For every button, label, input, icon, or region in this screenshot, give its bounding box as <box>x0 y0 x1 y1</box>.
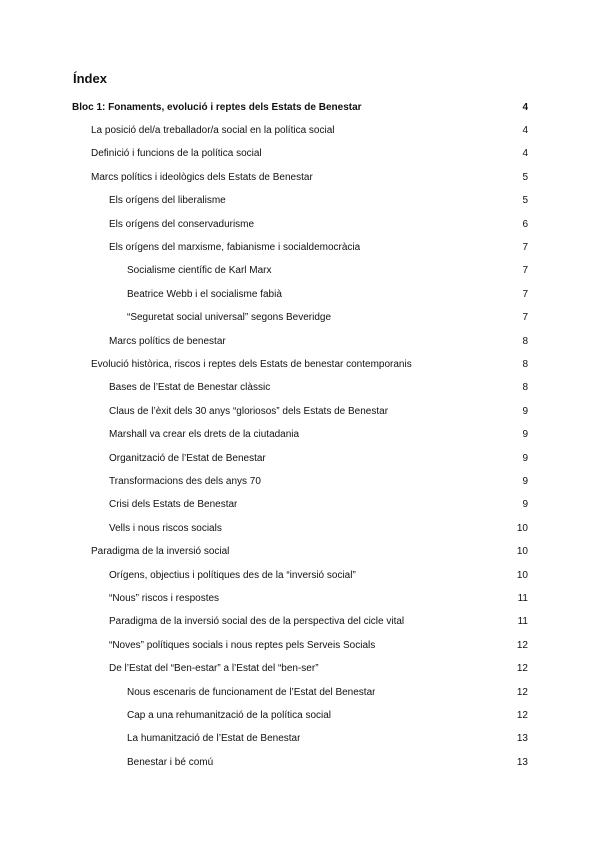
toc-entry-title: Marshall va crear els drets de la ciutadania <box>109 429 300 441</box>
toc-entry-title: De l’Estat del “Ben-estar” a l’Estat del “ben-ser” <box>109 663 319 675</box>
toc-entry-title: Crisi dels Estats de Benestar <box>109 499 238 511</box>
toc-entry[interactable] <box>109 661 528 677</box>
toc-entry-page-number: 13 <box>516 733 528 745</box>
toc-entry[interactable] <box>91 169 528 185</box>
toc-entry-page-number: 10 <box>516 569 528 581</box>
toc-entry-page-number: 4 <box>522 101 528 113</box>
toc-entry-page-number: 7 <box>522 288 528 300</box>
toc-entry-title: Bases de l’Estat de Benestar clàssic <box>109 382 271 394</box>
toc-entry-title: Vells i nous riscos socials <box>109 522 222 534</box>
toc-entry-page-number: 9 <box>522 405 528 417</box>
toc-entry-title: Cap a una rehumanització de la política social <box>127 709 332 721</box>
toc-entry-title: “Nous” riscos i respostes <box>109 592 220 604</box>
toc-entry[interactable] <box>91 122 528 138</box>
toc-entry[interactable] <box>109 520 528 536</box>
toc-entry[interactable] <box>109 333 528 349</box>
toc-entry-page-number: 6 <box>522 218 528 230</box>
toc-entry-title: Paradigma de la inversió social <box>91 546 230 558</box>
toc-entry[interactable] <box>109 614 528 630</box>
toc-entry-title: Nous escenaris de funcionament de l’Estat del Benestar <box>127 686 376 698</box>
toc-entry[interactable] <box>109 497 528 513</box>
toc-entry[interactable] <box>109 216 528 232</box>
toc-entry-title: Benestar i bé comú <box>127 756 214 768</box>
toc-entry-page-number: 8 <box>522 335 528 347</box>
toc-entry-page-number: 5 <box>522 171 528 183</box>
toc-entry-page-number: 8 <box>522 382 528 394</box>
toc-entry-page-number: 4 <box>522 124 528 136</box>
toc-entry[interactable] <box>127 310 528 326</box>
toc-entry-title: Paradigma de la inversió social des de la perspectiva del cicle vital <box>109 616 405 628</box>
toc-entry[interactable] <box>91 544 528 560</box>
toc-entry-page-number: 4 <box>522 148 528 160</box>
toc-entry-page-number: 11 <box>517 616 528 628</box>
toc-entry-page-number: 9 <box>522 429 528 441</box>
toc-entry-page-number: 11 <box>517 592 528 604</box>
toc-entry-page-number: 9 <box>522 452 528 464</box>
toc-entry[interactable] <box>72 99 528 115</box>
toc-entry-page-number: 10 <box>516 522 528 534</box>
toc-entry-page-number: 12 <box>516 663 528 675</box>
toc-entry[interactable] <box>127 754 528 770</box>
toc-entry-title: Transformacions des dels anys 70 <box>109 475 261 487</box>
toc-entry-page-number: 12 <box>516 686 528 698</box>
toc-entry[interactable] <box>127 263 528 279</box>
toc-entry[interactable] <box>91 356 528 372</box>
toc-entry[interactable] <box>109 567 528 583</box>
toc-entry-title: Evolució històrica, riscos i reptes dels Estats de benestar contemporanis <box>91 358 412 370</box>
toc-entry-page-number: 7 <box>522 241 528 253</box>
toc-entry[interactable] <box>109 637 528 653</box>
toc-entry-title: “Noves” polítiques socials i nous reptes pels Serveis Socials <box>109 639 376 651</box>
index-title: Índex <box>73 71 107 86</box>
toc-entry-title: Marcs polítics i ideològics dels Estats de Benestar <box>91 171 313 183</box>
toc-entry[interactable] <box>127 707 528 723</box>
toc-entry-title: Orígens, objectius i polítiques des de la “inversió social” <box>109 569 356 581</box>
toc-entry-title: Els orígens del liberalisme <box>109 195 226 207</box>
toc-entry[interactable] <box>109 380 528 396</box>
toc-entry-title: Organització de l’Estat de Benestar <box>109 452 266 464</box>
toc-entry[interactable] <box>109 473 528 489</box>
toc-entry-title: La posició del/a treballador/a social en la política social <box>91 124 335 136</box>
toc-entry-page-number: 7 <box>522 265 528 277</box>
toc-entry-page-number: 12 <box>516 709 528 721</box>
toc-entry[interactable] <box>109 450 528 466</box>
toc-entry-title: La humanització de l’Estat de Benestar <box>127 733 301 745</box>
toc-entry-title: Els orígens del marxisme, fabianisme i socialdemocràcia <box>109 241 361 253</box>
toc-entry-page-number: 10 <box>516 546 528 558</box>
toc-entry-page-number: 9 <box>522 499 528 511</box>
toc-entry-title: “Seguretat social universal” segons Beveridge <box>127 312 331 324</box>
toc-entry-title: Claus de l’èxit dels 30 anys “gloriosos” dels Estats de Benestar <box>109 405 389 417</box>
toc-entry-title: Beatrice Webb i el socialisme fabià <box>127 288 282 300</box>
toc-entry-page-number: 13 <box>516 756 528 768</box>
toc-entry-page-number: 7 <box>522 312 528 324</box>
toc-entry[interactable] <box>109 427 528 443</box>
toc-entry[interactable] <box>127 731 528 747</box>
toc-entry[interactable] <box>127 684 528 700</box>
toc-entry[interactable] <box>127 286 528 302</box>
toc-entry-page-number: 8 <box>522 358 528 370</box>
toc-entry-title: Definició i funcions de la política social <box>91 148 262 160</box>
toc-entry[interactable] <box>109 403 528 419</box>
toc-entry-title: Bloc 1: Fonaments, evolució i reptes dels Estats de Benestar <box>72 101 362 113</box>
toc-entry-page-number: 5 <box>522 195 528 207</box>
toc-entry-page-number: 12 <box>516 639 528 651</box>
toc-entry-title: Els orígens del conservadurisme <box>109 218 255 230</box>
toc-entry-page-number: 9 <box>522 475 528 487</box>
toc-entry-title: Socialisme científic de Karl Marx <box>127 265 272 277</box>
toc-entry[interactable] <box>91 146 528 162</box>
toc-entry[interactable] <box>109 590 528 606</box>
toc-entry[interactable] <box>109 239 528 255</box>
toc-entry-title: Marcs polítics de benestar <box>109 335 226 347</box>
toc-entry[interactable] <box>109 193 528 209</box>
